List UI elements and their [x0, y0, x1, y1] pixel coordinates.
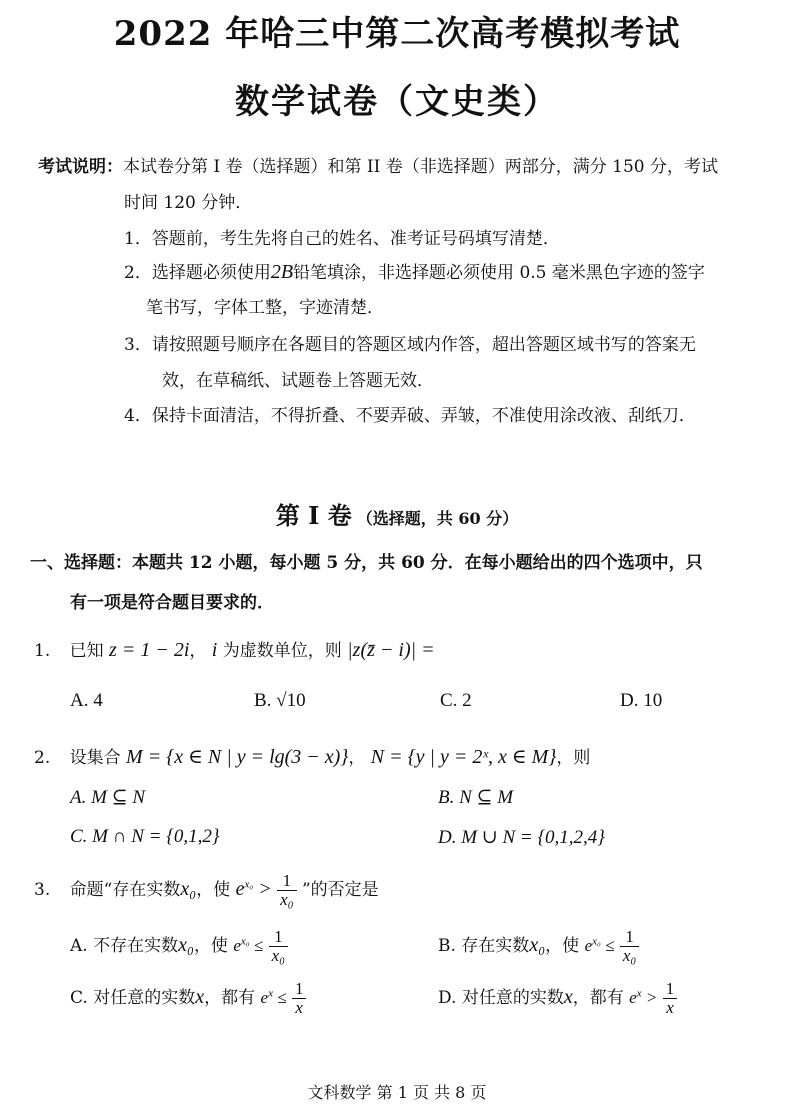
exam-title: 2022 年哈三中第二次高考模拟考试 — [113, 14, 681, 54]
q3-option-c — [70, 980, 306, 1017]
math-symbol: x₀ — [180, 878, 197, 900]
question-stem: ， — [189, 641, 207, 661]
question-number: 2. — [34, 748, 51, 768]
q3-option-b — [438, 928, 639, 965]
math-symbol: x — [195, 986, 205, 1008]
instructions-label: 考试说明： — [38, 157, 123, 177]
math-expression: M = {x ∈ N | y = lg(3 − x)} — [126, 746, 349, 768]
question-stem: 已知 — [69, 641, 104, 661]
instruction-item-2-line2: 笔书写，字体工整，字迹清楚． — [146, 298, 384, 318]
math-symbol: x₀ — [178, 934, 194, 956]
q2-option-d: D. M ∪ N = {0,1,2,4} — [438, 827, 605, 848]
math-expression: $e^x$ > — [629, 987, 658, 1007]
q1-option-c: C. 2 — [440, 690, 472, 711]
q1-option-b: B. √10 — [254, 690, 306, 711]
instructions-text: 本试卷分第 I 卷（选择题）和第 II 卷（非选择题）两部分，满分 150 分，考试 — [123, 157, 719, 177]
page-footer: 文科数学 第 1 页 共 8 页 — [307, 1083, 487, 1102]
fraction: $\frac{1}{\text{x₀}}$ — [269, 928, 288, 965]
question-stem: 为虚数单位，则 — [222, 641, 342, 661]
fraction: $\frac{1}{x}$ — [292, 980, 307, 1017]
question-stem: ， — [348, 748, 366, 768]
question-stem: 设集合 — [69, 748, 121, 768]
option-text: ，使 — [193, 936, 228, 956]
item2-text-a: 2．选择题必须使用 — [124, 263, 271, 283]
question-stem: ，则 — [556, 748, 591, 768]
q1-option-a: A. 4 — [70, 690, 103, 711]
question-number: 1. — [34, 641, 51, 661]
option-text: D. 对任意的实数 — [438, 988, 564, 1008]
instruction-item-4: 4．保持卡面清洁，不得折叠、不要弄破、弄皱，不准使用涂改液、刮纸刀． — [124, 406, 696, 426]
question-3 — [34, 872, 379, 909]
q2-option-b: B. N ⊆ M — [438, 787, 514, 808]
section-title-note: （选择题，共 60 分） — [356, 509, 519, 528]
q1-option-d: D. 10 — [620, 690, 663, 711]
section-intro-line1: 一、选择题：本题共 12 小题，每小题 5 分，共 60 分．在每小题给出的四个选项中，只 — [30, 553, 703, 573]
paper-subtitle: 数学试卷（文史类） — [235, 82, 559, 122]
math-expression: $e^{x_0}$ ≤ — [584, 935, 615, 955]
option-text: ，都有 — [572, 988, 624, 1008]
section-title-main: 第 I 卷 — [275, 501, 352, 530]
option-text: A. 不存在实数 — [70, 936, 179, 956]
instruction-item-3-line2: 效，在草稿纸、试题卷上答题无效． — [162, 371, 434, 391]
math-expression: N = {y | y = 2ˣ, x ∈ M} — [370, 746, 557, 768]
question-number: 3. — [34, 880, 51, 900]
section-intro-line2: 有一项是符合题目要求的． — [70, 593, 274, 613]
q3-option-d — [438, 980, 677, 1017]
math-expression: $e^{x_0}$ > — [235, 878, 272, 900]
instructions-line1 — [38, 152, 718, 177]
q3-option-a — [70, 928, 288, 965]
question-1 — [34, 636, 435, 662]
item2-pencil: 2B — [270, 261, 294, 283]
fraction: $\frac{1}{\text{x₀}}$ — [620, 928, 639, 965]
fraction: $\frac{1}{x}$ — [663, 980, 678, 1017]
instruction-item-1: 1．答题前，考生先将自己的姓名、准考证号码填写清楚． — [124, 229, 560, 249]
q2-option-a: A. M ⊆ N — [70, 787, 146, 808]
math-symbol: i — [211, 639, 218, 661]
option-text: ，使 — [545, 936, 580, 956]
section-title — [0, 496, 794, 531]
question-2 — [34, 743, 590, 769]
option-text: ，都有 — [204, 988, 256, 1008]
instruction-item-3: 3．请按照题号顺序在各题目的答题区域内作答，超出答题区域书写的答案无 — [124, 335, 696, 355]
math-expression: $e^{x_0}$ ≤ — [233, 935, 264, 955]
math-expression: |z(z̄ − i)| = — [347, 639, 435, 661]
item2-text-c: 铅笔填涂，非选择题必须使用 0.5 毫米黑色字迹的签字 — [293, 263, 705, 283]
question-stem: ，使 — [196, 880, 231, 900]
q2-option-c: C. M ∩ N = {0,1,2} — [70, 826, 220, 847]
instructions-line2: 时间 120 分钟． — [124, 193, 253, 213]
question-stem: 命题“存在实数 — [69, 880, 181, 900]
fraction: $\frac{1}{\text{x₀}}$ — [277, 872, 296, 909]
option-text: C. 对任意的实数 — [70, 988, 196, 1008]
math-symbol: x — [563, 986, 573, 1008]
option-text: B. 存在实数 — [438, 936, 530, 956]
instruction-item-2 — [124, 258, 705, 284]
math-symbol: x₀ — [529, 934, 546, 956]
math-expression: $e^x$ ≤ — [260, 987, 287, 1007]
question-stem: ”的否定是 — [301, 880, 379, 900]
math-expression: z = 1 − 2i — [109, 639, 190, 661]
